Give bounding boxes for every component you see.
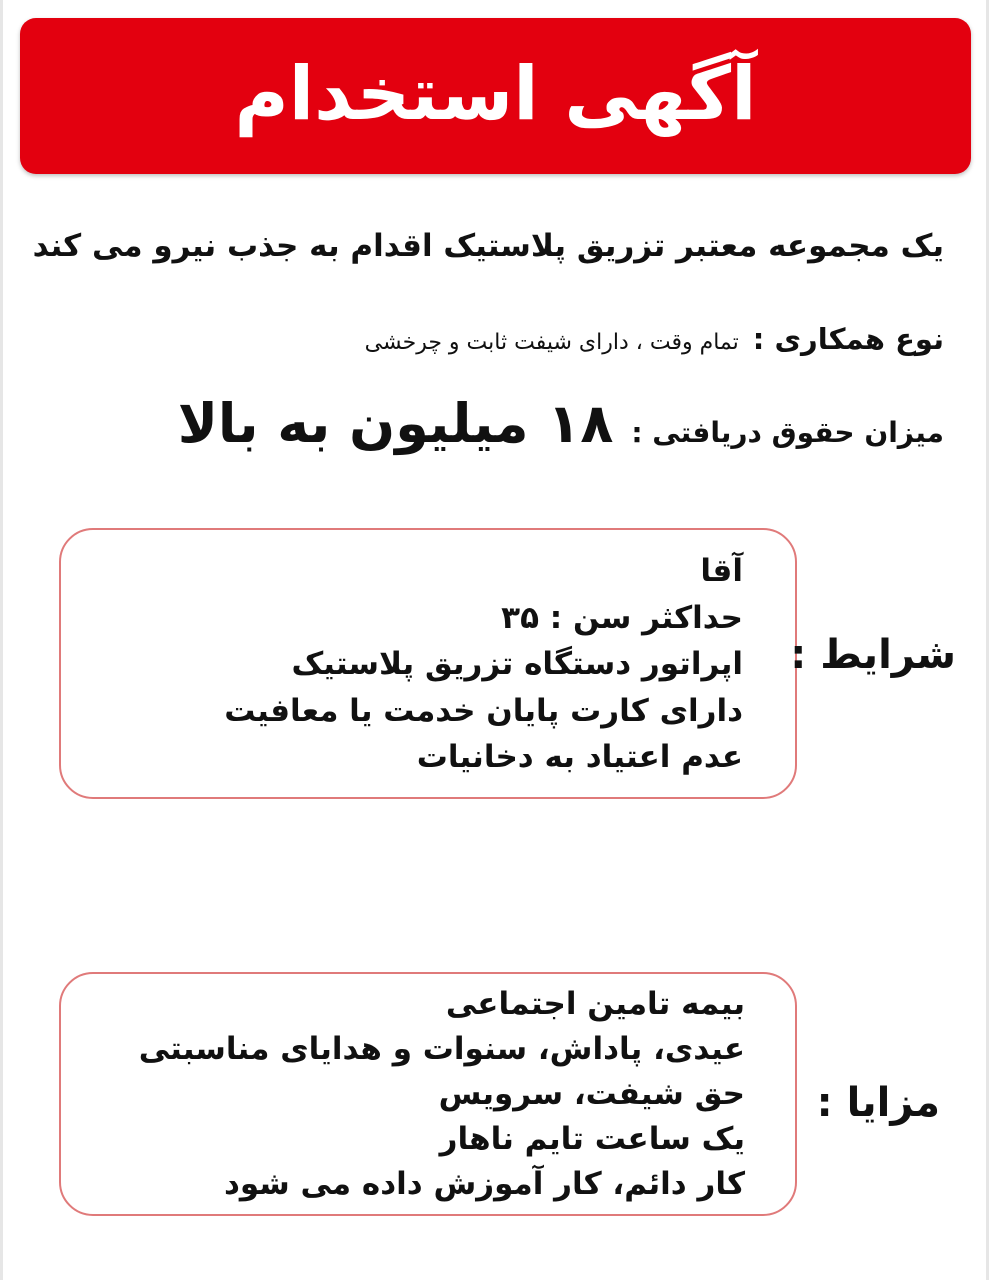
conditions-list	[224, 548, 743, 781]
salary-label: میزان حقوق دریافتی :	[631, 416, 944, 449]
header-banner	[20, 18, 971, 174]
conditions-item: دارای کارت پایان خدمت یا معافیت	[224, 692, 743, 729]
salary-value: ۱۸ میلیون به بالا	[177, 392, 614, 455]
conditions-item: عدم اعتیاد به دخانیات	[416, 739, 743, 775]
benefits-item: حق شیفت، سرویس	[438, 1076, 745, 1112]
cooperation-type	[365, 322, 944, 356]
benefits-item: یک ساعت تایم ناهار	[439, 1121, 745, 1157]
conditions-label: شرایط :	[790, 632, 956, 678]
salary-line	[178, 392, 944, 455]
conditions-item: آقا	[700, 553, 743, 589]
benefits-item: عیدی، پاداش، سنوات و هدایای مناسبتی	[138, 1031, 745, 1067]
conditions-item: اپراتور دستگاه تزریق پلاستیک	[291, 646, 743, 682]
conditions-item: حداکثر سن : ۳۵	[501, 599, 743, 636]
banner-title: آگهی استخدام	[234, 51, 757, 137]
cooperation-label: نوع همکاری :	[752, 322, 944, 356]
benefits-box	[59, 972, 797, 1216]
benefits-item: کار دائم، کار آموزش داده می شود	[223, 1166, 745, 1202]
cooperation-value: تمام وقت ، دارای شیفت ثابت و چرخشی	[364, 330, 739, 355]
conditions-box	[59, 528, 797, 799]
benefits-list	[139, 982, 745, 1207]
benefits-label: مزایا :	[816, 1080, 940, 1126]
intro-text: یک مجموعه معتبر تزریق پلاستیک اقدام به جذب نیرو می کند	[32, 228, 944, 264]
benefits-item: بیمه تامین اجتماعی	[445, 986, 745, 1022]
